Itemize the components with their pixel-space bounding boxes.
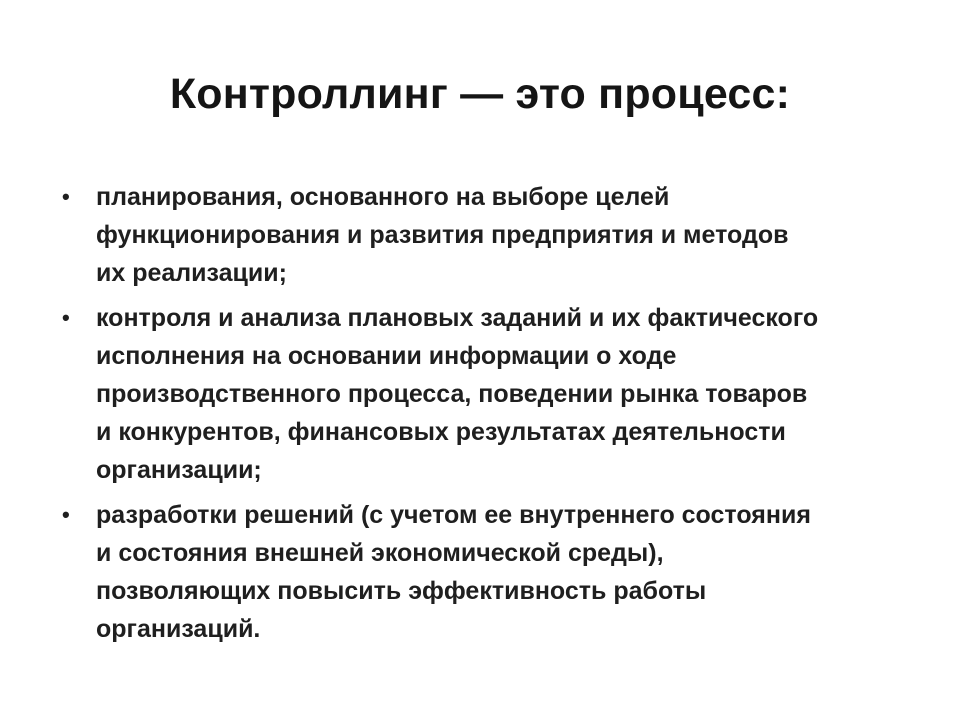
bullet-dot-icon: •	[62, 184, 70, 209]
bullet-line: организаций.	[96, 615, 261, 643]
bullet-item	[62, 299, 912, 489]
bullet-line: производственного процесса, поведении рынка товаров	[96, 380, 808, 408]
bullet-item	[62, 178, 912, 292]
bullet-item	[62, 496, 912, 648]
bullet-line: и состояния внешней экономической среды),	[96, 539, 664, 567]
bullet-line: организации;	[96, 456, 262, 484]
bullet-dot-icon: •	[62, 502, 70, 527]
bullet-line: функционирования и развития предприятия и методов	[96, 221, 789, 249]
bullet-line: и конкурентов, финансовых результатах деятельности	[96, 418, 786, 446]
bullet-line: разработки решений (с учетом ее внутреннего состояния	[96, 501, 811, 529]
bullet-list	[62, 178, 912, 655]
bullet-line: исполнения на основании информации о ходе	[96, 342, 677, 370]
bullet-line: планирования, основанного на выборе целей	[96, 183, 670, 211]
bullet-line: контроля и анализа плановых заданий и их фактического	[96, 304, 819, 332]
bullet-dot-icon: •	[62, 305, 70, 330]
slide-title: Контроллинг — это процесс:	[169, 70, 791, 118]
bullet-line: их реализации;	[96, 259, 287, 287]
bullet-line: позволяющих повысить эффективность работы	[96, 577, 707, 605]
